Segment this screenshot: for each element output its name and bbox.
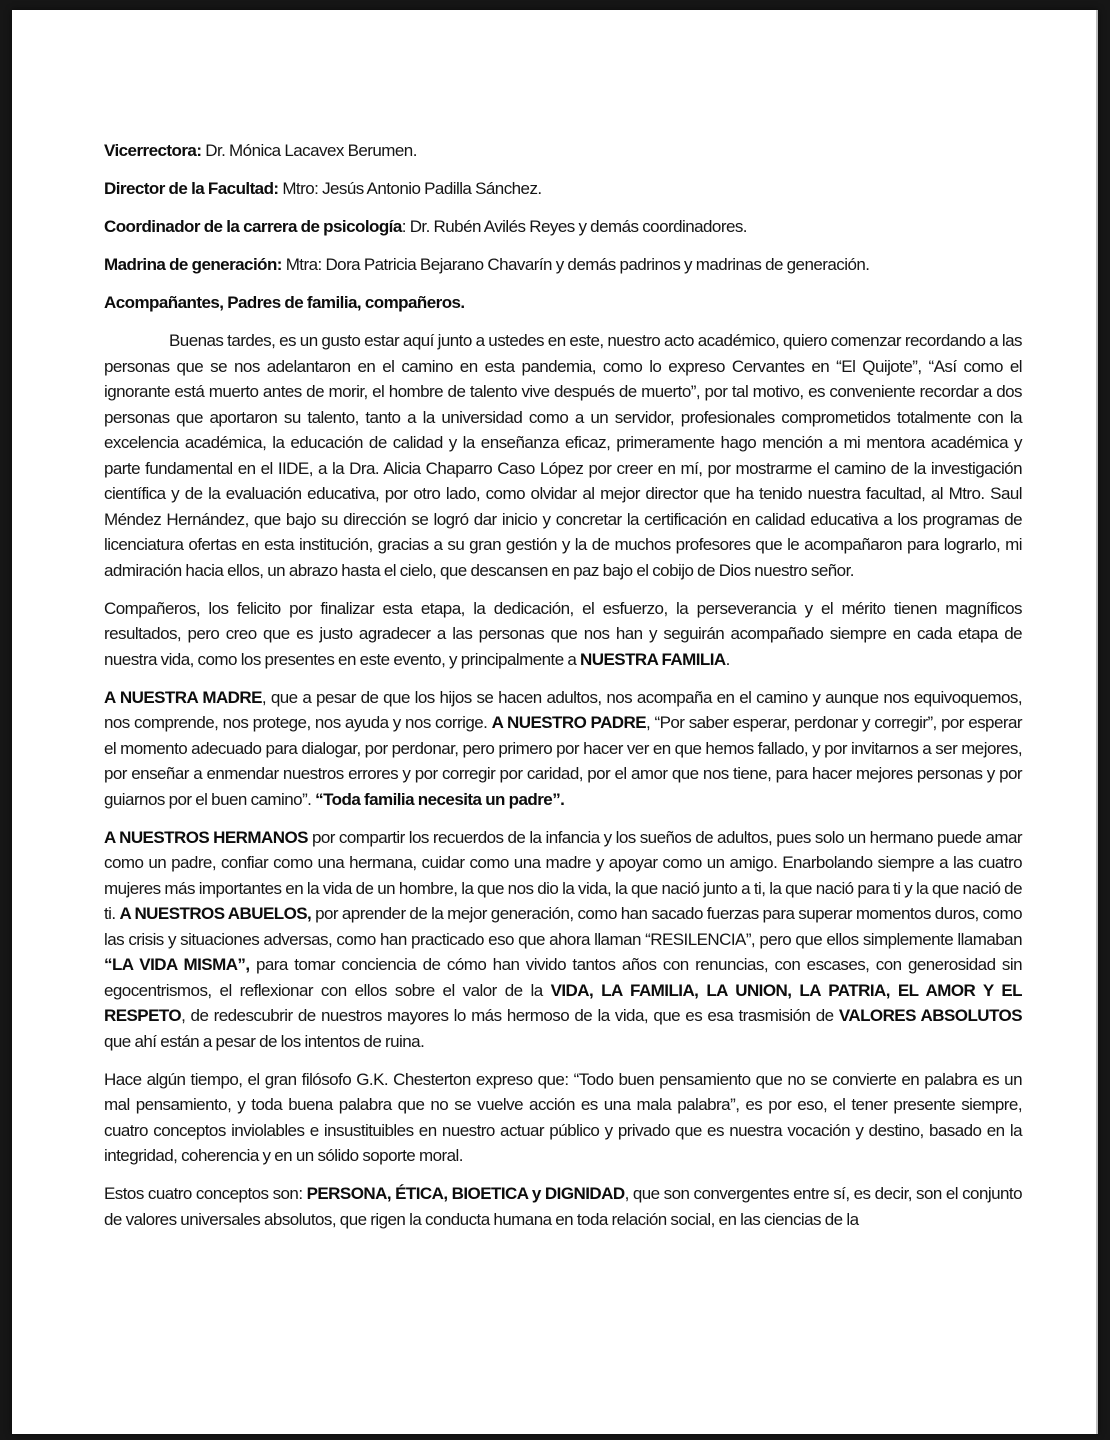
nuestra-madre-emphasis: A NUESTRA MADRE bbox=[104, 687, 262, 707]
vicerrectora-line bbox=[104, 138, 1022, 164]
paragraph-conceptos bbox=[104, 1181, 1022, 1232]
paragraph-companeros bbox=[104, 596, 1022, 673]
padre-text: , “Por saber esperar, perdonar y corregir”, por esperar el momento adecuado para dialogar, por perdonar, pero primero por hacer ver en que hemos fallado, y por invitarnos a ser mejores, por enseñar a enmendar nuestros errores y por corregir por caridad, por el amor que nos tiene, para hacer mejores personas y por guiarnos por el buen camino”. bbox=[104, 713, 1022, 809]
abuelos-text: por aprender de la mejor generación, como han sacado fuerzas para superar momentos duros, como las crisis y situaciones adversas, como han practicado eso que ahora llaman “RESILENCIA”, pero que ellos simplemente llamaban bbox=[104, 904, 1022, 949]
document-page bbox=[12, 10, 1098, 1434]
madrina-label: Madrina de generación: bbox=[104, 255, 282, 274]
vida-misma-emphasis: “LA VIDA MISMA”, bbox=[104, 955, 250, 974]
vicerrectora-label: Vicerrectora: bbox=[104, 141, 202, 160]
paragraph-padres bbox=[104, 685, 1022, 813]
redescubrir-text: , de redescubrir de nuestros mayores lo más hermoso de la vida, que es esa trasmisión de bbox=[181, 1006, 839, 1025]
director-label: Director de la Facultad: bbox=[104, 179, 279, 198]
madrina-text: Mtra: Dora Patricia Bejarano Chavarín y demás padrinos y madrinas de generación. bbox=[281, 255, 870, 274]
vicerrectora-text: Dr. Mónica Lacavex Berumen. bbox=[201, 141, 417, 160]
hermanos-text: por compartir los recuerdos de la infancia y los sueños de adultos, pues solo un hermano puede amar como un padre, confiar como una hermana, cuidar como una madre y apoyar como un amigo. Enarbolando siempre a las cuatro mujeres más importantes en la vida de un hombre, la que nos dio la vida, la que nació junto a ti, la que nació para ti y la que nació de ti. bbox=[104, 827, 1022, 923]
madre-text: , que a pesar de que los hijos se hacen adultos, nos acompaña en el camino y aunque nos equivoquemos, nos comprende, nos protege, nos ayuda y nos corrige. bbox=[104, 687, 1022, 732]
conceptos-text: , que son convergentes entre sí, es decir, son el conjunto de valores universales absolutos, que rigen la conducta humana en toda relación social, en las ciencias de la bbox=[104, 1184, 1022, 1229]
nuestros-abuelos-emphasis: A NUESTROS ABUELOS, bbox=[119, 904, 312, 923]
conceptos-intro-text: Estos cuatro conceptos son: bbox=[104, 1184, 307, 1203]
director-text: Mtro: Jesús Antonio Padilla Sánchez. bbox=[278, 179, 542, 198]
paragraph-companeros-end: . bbox=[725, 649, 730, 669]
nuestra-familia-emphasis: NUESTRA FAMILIA bbox=[580, 649, 726, 669]
nuestros-hermanos-emphasis: A NUESTROS HERMANOS bbox=[104, 827, 308, 847]
coordinador-label: Coordinador de la carrera de psicología bbox=[104, 217, 402, 236]
director-line bbox=[104, 176, 1022, 202]
paragraph-greeting: Buenas tardes, es un gusto estar aquí junto a ustedes en este, nuestro acto académico, quiero comenzar recordando a las personas que se nos adelantaron en el camino en esta pandemia, como lo expreso Cervantes en “El Quijote”, “Así como el ignorante está muerto antes de morir, el hombre de talento vive después de muerto”, por tal motivo, es conveniente recordar a dos personas que aportaron su talento, tanto a la universidad como a un servidor, profesionales comprometidos totalmente con la excelencia académica, la educación de calidad y la enseñanza eficaz, primeramente hago mención a mi mentora académica y parte fundamental en el IIDE, a la Dra. Alicia Chaparro Caso López por creer en mí, por mostrarme el camino de la investigación científica y de la evaluación educativa, por otro lado, como olvidar al mejor director que ha tenido nuestra facultad, al Mtro. Saul Méndez Hernández, que bajo su dirección se logró dar inicio y concretar la certificación en calidad educativa a los programas de licenciatura ofertas en esta institución, gracias a su gran gestión y la de muchos profesores que le acompañaron para lograrlo, mi admiración hacia ellos, un abrazo hasta el cielo, que descansen en paz bajo el cobijo de Dios nuestro señor. bbox=[104, 331, 1022, 580]
paragraph-hermanos-abuelos bbox=[104, 825, 1022, 1055]
document-body bbox=[104, 138, 1022, 1245]
madrina-line bbox=[104, 252, 1022, 278]
acompanantes-line bbox=[104, 290, 1022, 316]
acompanantes-label: Acompañantes, Padres de familia, compañeros. bbox=[104, 293, 465, 312]
paragraph-companeros-text: Compañeros, los felicito por finalizar esta etapa, la dedicación, el esfuerzo, la perseverancia y el mérito tienen magníficos resultados, pero creo que es justo agradecer a las personas que nos han y seguirán acompañado siempre en cada etapa de nuestra vida, como los presentes en este evento, y principalmente a bbox=[104, 598, 1022, 669]
conceptos-emphasis: PERSONA, ÉTICA, BIOETICA y DIGNIDAD bbox=[306, 1184, 625, 1203]
familia-necesita-padre-emphasis: “Toda familia necesita un padre”. bbox=[315, 789, 565, 809]
paragraph-chesterton: Hace algún tiempo, el gran filósofo G.K. Chesterton expreso que: “Todo buen pensamiento que no se convierte en palabra es un mal pensamiento, y toda buena palabra que no se vuelve acción es una mala palabra”, es por eso, el tener presente siempre, cuatro conceptos inviolables e insustituibles en nuestro actuar público y privado que es nuestra vocación y destino, basado en la integridad, coherencia y en un sólido soporte moral. bbox=[104, 1069, 1022, 1165]
nuestro-padre-emphasis: A NUESTRO PADRE bbox=[491, 713, 647, 732]
valores-list-emphasis: VIDA, LA FAMILIA, LA UNION, LA PATRIA, EL AMOR Y EL RESPETO bbox=[104, 980, 1022, 1025]
valores-absolutos-emphasis: VALORES ABSOLUTOS bbox=[838, 1006, 1022, 1025]
coordinador-line bbox=[104, 214, 1022, 240]
ruina-text: que ahí están a pesar de los intentos de ruina. bbox=[104, 1031, 425, 1051]
coordinador-text: : Dr. Rubén Avilés Reyes y demás coordinadores. bbox=[401, 217, 747, 236]
vida-misma-text: para tomar conciencia de cómo han vivido tantos años con renuncias, con escases, con generosidad sin egocentrismos, el reflexionar con ellos sobre el valor de la bbox=[104, 955, 1022, 1000]
